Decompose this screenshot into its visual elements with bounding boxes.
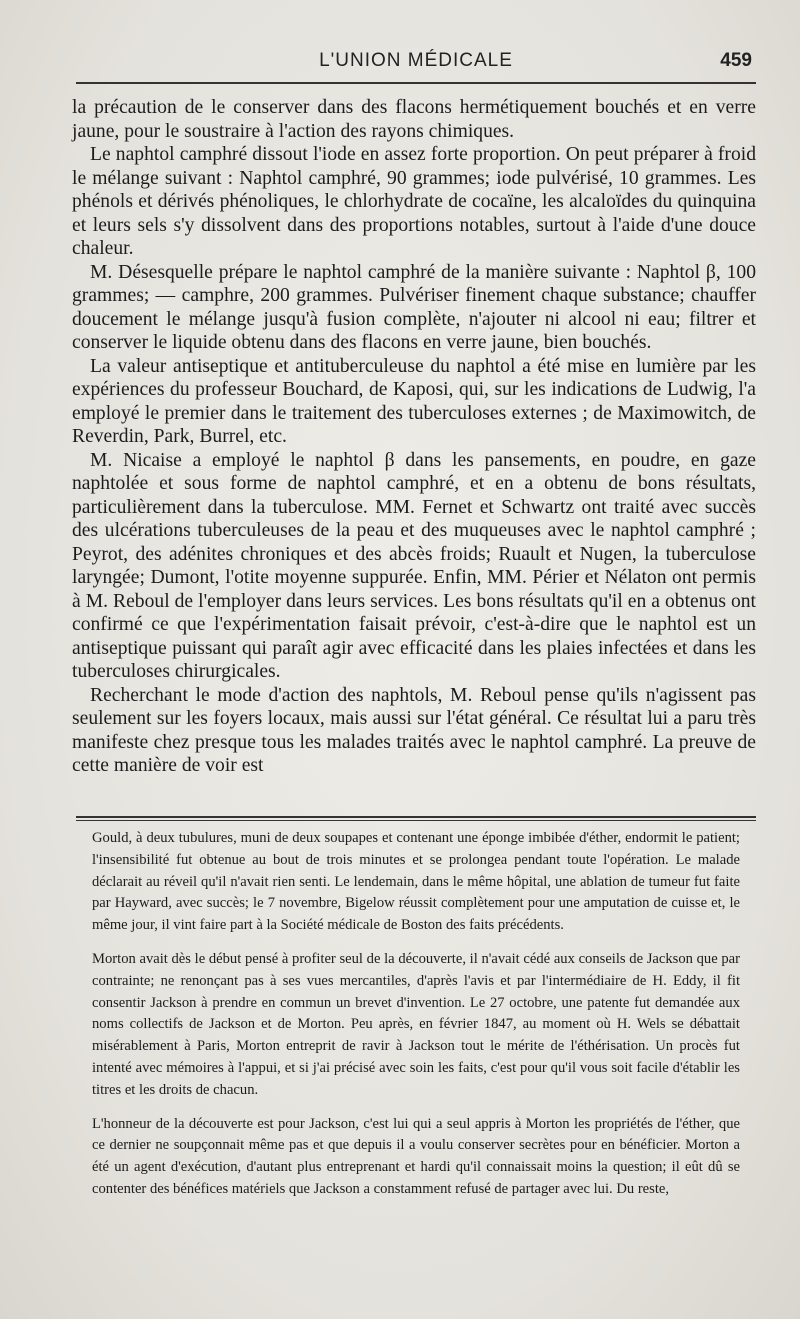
body-paragraph: M. Nicaise a employé le naphtol β dans les pansements, en poudre, en gaze naphtolée et sous forme de naphtol camphré, et en a obtenu de bons résultats, particulièrement dans la tuberculose. MM. Fernet et Schwartz ont traité avec succès des ulcérations tuberculeuses de la peau et des muqueuses avec le naphtol camphré ; Peyrot, des adénites chroniques et des abcès froids; Ruault et Nugen, la tuberculose laryngée; Dumont, l'otite moyenne suppurée. Enfin, MM. Périer et Nélaton ont permis à M. Reboul de l'employer dans leurs services. Les bons résultats qu'il en a obtenus ont confirmé ce que l'expérimentation faisait prévoir, c'est-à-dire que le naphtol est un antiseptique puissant qui paraît agir avec efficacité dans les plaies infectées et dans les tuberculoses chirurgicales. — [72, 449, 756, 682]
footnote-paragraph: L'honneur de la découverte est pour Jackson, c'est lui qui a seul appris à Morton les propriétés de l'éther, que ce dernier ne soupçonnait même pas et que depuis il a voulu conserver secrètes pour en bénéficier. Morton a été un agent d'exécution, d'autant plus entreprenant et hardi qu'il connaissait moins la question; il eût dû se contenter des bénéfices matériels que Jackson a constamment refusé de partager avec lui. Du reste, — [92, 1115, 740, 1197]
body-paragraph: Le naphtol camphré dissout l'iode en assez forte proportion. On peut préparer à froid le mélange suivant : Naphtol camphré, 90 grammes; iode pulvérisé, 10 grammes. Les phénols et dérivés phénoliques, le chlorhydrate de cocaïne, les alcaloïdes du quinquina et leurs sels s'y dissolvent dans des proportions notables, surtout à l'aide d'une douce chaleur. — [72, 144, 756, 259]
running-head — [76, 50, 756, 76]
footnotes — [92, 828, 740, 1201]
footnote-paragraph: Gould, à deux tubulures, muni de deux soupapes et contenant une éponge imbibée d'éther, endormit le patient; l'insensibilité fut obtenue au bout de trois minutes et se prolongea pendant toute l'opération. Le malade déclarait au réveil qu'il n'avait rien senti. Le lendemain, dans le même hôpital, une ablation de tumeur fut faite par Hayward, avec succès; le 7 novembre, Bigelow réussit complètement pour une amputation de cuisse et, le même jour, il vint faire part à la Société médicale de Boston des faits précédents. — [92, 830, 740, 934]
footnote-paragraph: Morton avait dès le début pensé à profiter seul de la découverte, il n'avait cédé aux conseils de Jackson que par contrainte; ne renonçant pas à ses vues mercantiles, d'après l'avis et par l'intermédiaire de H. Eddy, il fit consentir Jackson à prendre en commun un brevet d'invention. Le 27 octobre, une patente fut demandée aux noms collectifs de Jackson et de Morton. Peu après, en février 1847, au moment où H. Wels se débattait misérablement à Paris, Morton entreprit de ravir à Jackson tout le mérite de l'éthérisation. Un procès fut intenté avec mémoires à l'appui, et si j'ai précisé avec soin les faits, c'est pour qu'il vous soit facile d'établir les titres et les droits de chacun. — [92, 950, 740, 1098]
footnote-rule — [76, 816, 756, 821]
page-number: 459 — [720, 50, 752, 71]
body-paragraph: la précaution de le conserver dans des flacons hermétiquement bouchés et en verre jaune, pour le soustraire à l'action des rayons chimiques. — [72, 97, 756, 142]
journal-title: L'UNION MÉDICALE — [319, 50, 513, 71]
main-text — [72, 96, 756, 778]
body-paragraph: La valeur antiseptique et antituberculeuse du naphtol a été mise en lumière par les expériences du professeur Bouchard, de Kaposi, qui, sur les indications de Ludwig, l'a employé le premier dans le traitement des tuberculoses externes ; de Maximowitch, de Reverdin, Park, Burrel, etc. — [72, 355, 756, 447]
body-paragraph: M. Désesquelle prépare le naphtol camphré de la manière suivante : Naphtol β, 100 grammes; — camphre, 200 grammes. Pulvériser finement chaque substance; chauffer doucement le mélange jusqu'à fusion complète, n'ajouter ni alcool ni eau; filtrer et conserver le liquide obtenu dans des flacons en verre jaune, bien bouchés. — [72, 261, 756, 353]
header-rule — [76, 82, 756, 84]
body-paragraph: Recherchant le mode d'action des naphtols, M. Reboul pense qu'ils n'agissent pas seulement sur les foyers locaux, mais aussi sur l'état général. Ce résultat lui a paru très manifeste chez presque tous les malades traités avec le naphtol camphré. La preuve de cette manière de voir est — [72, 684, 756, 776]
